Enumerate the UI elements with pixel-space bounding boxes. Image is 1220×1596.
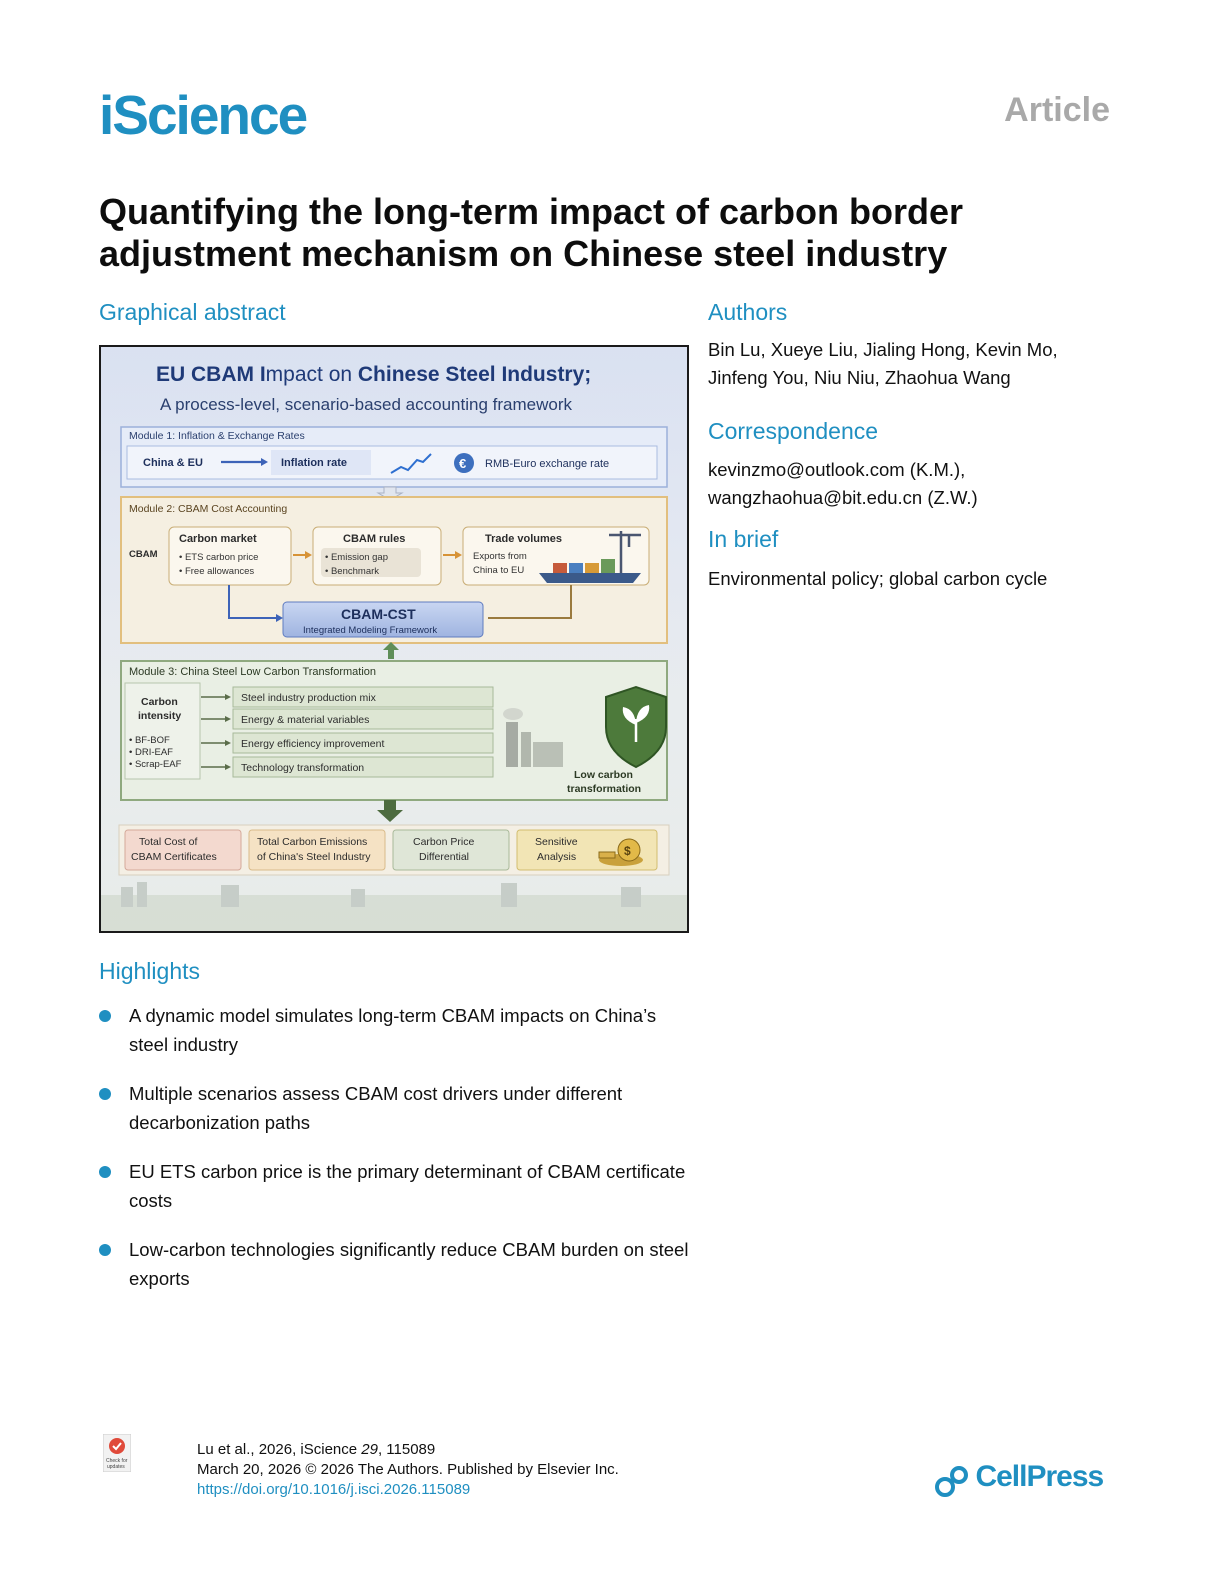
highlight-item: EU ETS carbon price is the primary determinant of CBAM certificate costs	[99, 1157, 699, 1215]
bullet-icon	[99, 1244, 111, 1256]
module2-side-label: CBAM	[129, 549, 158, 560]
output-cost-line2: CBAM Certificates	[131, 851, 217, 863]
module2-label: Module 2: CBAM Cost Accounting	[129, 503, 288, 515]
graphical-abstract-figure	[99, 345, 689, 933]
svg-text:$: $	[624, 844, 631, 858]
factor-1: Steel industry production mix	[241, 692, 376, 704]
route-bf-bof: • BF-BOF	[129, 735, 170, 746]
citation-footer	[197, 1440, 619, 1500]
cbam-rules-title: CBAM rules	[343, 533, 406, 545]
bullet-icon	[99, 1166, 111, 1178]
carbon-market-line2: • Free allowances	[179, 566, 255, 577]
trade-volumes-line2: China to EU	[473, 565, 525, 576]
citation-line: Lu et al., 2026, iScience 29, 115089	[197, 1441, 436, 1458]
highlights-heading: Highlights	[99, 958, 200, 984]
ga-title-part1: EU CBAM I	[156, 363, 266, 386]
check-label-2: updates	[107, 1464, 125, 1470]
article-title: Quantifying the long-term impact of carbon border adjustment mechanism on Chinese steel industry	[99, 191, 964, 274]
ga-title-part2: mpact on	[265, 363, 358, 386]
check-label-1: Check for	[106, 1458, 128, 1464]
authors-heading: Authors	[708, 299, 788, 325]
module1-item-china-eu: China & EU	[143, 457, 203, 469]
route-dri-eaf: • DRI-EAF	[129, 747, 173, 758]
output-cost-line1: Total Cost of	[139, 836, 198, 848]
module1-item-inflation: Inflation rate	[281, 457, 348, 469]
factor-3: Energy efficiency improvement	[241, 738, 385, 750]
doi-link[interactable]: https://doi.org/10.1016/j.isci.2026.115089	[197, 1481, 471, 1498]
authors-line-2: Jinfeng You, Niu Niu, Zhaohua Wang	[708, 367, 1011, 388]
module3-label: Module 3: China Steel Low Carbon Transformation	[129, 666, 377, 678]
output-emissions-line1: Total Carbon Emissions	[257, 836, 368, 848]
factor-2: Energy & material variables	[241, 714, 370, 726]
ga-title	[156, 363, 591, 386]
highlight-item: Multiple scenarios assess CBAM cost drivers under different decarbonization paths	[99, 1079, 699, 1137]
journal-logo: iScience	[99, 84, 307, 146]
article-type-label: Article	[1004, 91, 1110, 129]
ga-title-part3: Chinese Steel Industry;	[357, 363, 592, 386]
output-emissions-line2: of China's Steel Industry	[257, 851, 371, 863]
highlight-item: Low-carbon technologies significantly reduce CBAM burden on steel exports	[99, 1235, 699, 1293]
cbam-cst-subtitle: Integrated Modeling Framework	[303, 625, 438, 636]
output-sensitive-line1: Sensitive	[535, 836, 578, 848]
correspondence-email-2[interactable]: wangzhaohua@bit.edu.cn (Z.W.)	[708, 487, 978, 508]
module1-label: Module 1: Inflation & Exchange Rates	[129, 430, 305, 442]
low-carbon-label-1: Low carbon	[574, 769, 633, 781]
cbam-rules-line1: • Emission gap	[325, 552, 388, 563]
carbon-intensity-label-1: Carbon	[141, 696, 178, 708]
output-sensitive-line2: Analysis	[537, 851, 577, 863]
date-line: March 20, 2026 © 2026 The Authors. Published by Elsevier Inc.	[197, 1461, 619, 1478]
cbam-cst-title: CBAM-CST	[341, 606, 416, 622]
carbon-market-line1: • ETS carbon price	[179, 552, 259, 563]
bullet-icon	[99, 1088, 111, 1100]
highlights-list	[99, 1001, 699, 1313]
cellpress-logo	[935, 1460, 1103, 1500]
ga-subtitle: A process-level, scenario-based accounting framework	[160, 395, 572, 414]
factor-4: Technology transformation	[241, 762, 365, 774]
carbon-intensity-label-2: intensity	[138, 710, 182, 722]
in-brief-text: Environmental policy; global carbon cycle	[708, 568, 1048, 589]
carbon-market-title: Carbon market	[179, 533, 257, 545]
in-brief-heading: In brief	[708, 526, 779, 552]
highlight-item: A dynamic model simulates long-term CBAM impacts on China’s steel industry	[99, 1001, 699, 1059]
check-for-updates-icon[interactable]	[103, 1434, 131, 1472]
output-price-line1: Carbon Price	[413, 836, 475, 848]
trade-volumes-line1: Exports from	[473, 551, 527, 562]
cbam-rules-line2: • Benchmark	[325, 566, 380, 577]
euro-symbol: €	[459, 456, 467, 471]
bullet-icon	[99, 1010, 111, 1022]
low-carbon-label-2: transformation	[567, 783, 642, 795]
correspondence-email-1[interactable]: kevinzmo@outlook.com (K.M.),	[708, 459, 966, 480]
cellpress-logo-icon	[935, 1465, 971, 1499]
output-price-line2: Differential	[419, 851, 469, 863]
route-scrap-eaf: • Scrap-EAF	[129, 759, 182, 770]
cellpress-wordmark: CellPress	[975, 1460, 1104, 1493]
module1-item-exchange: RMB-Euro exchange rate	[485, 458, 610, 470]
correspondence-block	[708, 456, 978, 512]
authors-line-1: Bin Lu, Xueye Liu, Jialing Hong, Kevin Mo,	[708, 339, 1058, 360]
authors-list	[708, 336, 1058, 392]
trade-volumes-title: Trade volumes	[485, 533, 563, 545]
correspondence-heading: Correspondence	[708, 418, 879, 444]
graphical-abstract-heading: Graphical abstract	[99, 299, 286, 325]
